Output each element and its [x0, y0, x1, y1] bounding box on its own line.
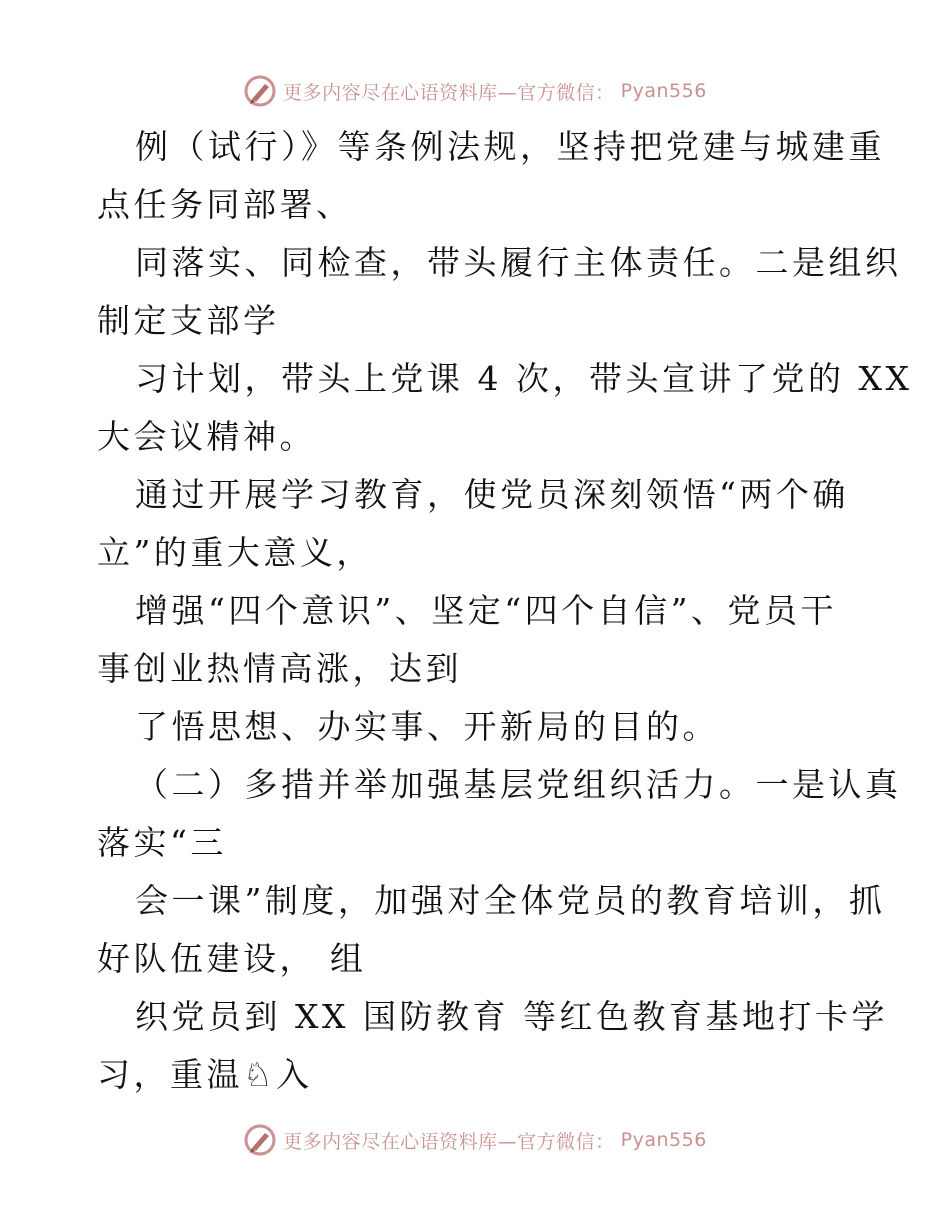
header-watermark: [0, 71, 950, 111]
paragraph: [97, 872, 886, 988]
paragraph-line: 立”的重大意义，: [97, 533, 373, 572]
paragraph-line: 例（试行）》等条例法规，坚持把党建与城建重: [135, 127, 885, 166]
paragraph-line: 织党员到 XX 国防教育 等红色教育基地打卡学: [135, 997, 888, 1036]
paragraph-line: 通过开展学习教育，使党员深刻领悟“两个确: [135, 475, 849, 514]
paragraph-line: 事创业热情高涨，达到: [97, 649, 462, 688]
paragraph-line: 落实“三: [97, 823, 227, 862]
paragraph: [97, 350, 913, 466]
paragraph: [97, 988, 888, 1104]
pen-logo-icon: [243, 74, 277, 108]
paragraph-line: 大会议精神。: [97, 417, 316, 456]
watermark-wechat-id: Pyan556: [620, 1129, 707, 1151]
paragraph: [97, 582, 857, 698]
paragraph: [97, 698, 857, 756]
paragraph-line: 习计划，带头上党课 4 次，带头宣讲了党的 XX: [135, 359, 913, 398]
paragraph-line: 同落实、同检查，带头履行主体责任。二是组织: [135, 243, 902, 282]
watermark-text: 更多内容尽在心语资料库—官方微信：: [283, 1130, 615, 1153]
paragraph-line: （二）多措并举加强基层党组织活力。一是认真: [135, 765, 902, 804]
paragraph-line: 增强“四个意识”、坚定“四个自信”、党员干: [135, 591, 837, 630]
paragraph-line: 了悟思想、办实事、开新局的目的。: [135, 707, 719, 746]
watermark-text: 更多内容尽在心语资料库—官方微信：: [283, 81, 615, 104]
document-body: [97, 118, 913, 1104]
paragraph: [97, 118, 885, 234]
watermark-wechat-id: Pyan556: [620, 80, 707, 102]
paragraph-line: 好队伍建设， 组: [97, 939, 367, 978]
paragraph: [97, 756, 902, 872]
paragraph-line: 习，重温♘入: [97, 1055, 313, 1094]
footer-watermark: [0, 1120, 950, 1160]
paragraph-line: 点任务同部署、: [97, 185, 353, 224]
paragraph: [97, 234, 902, 350]
paragraph-line: 制定支部学: [97, 301, 280, 340]
paragraph-line: 会一课”制度，加强对全体党员的教育培训，抓: [135, 881, 886, 920]
paragraph: [97, 466, 857, 582]
pen-logo-icon: [243, 1123, 277, 1157]
